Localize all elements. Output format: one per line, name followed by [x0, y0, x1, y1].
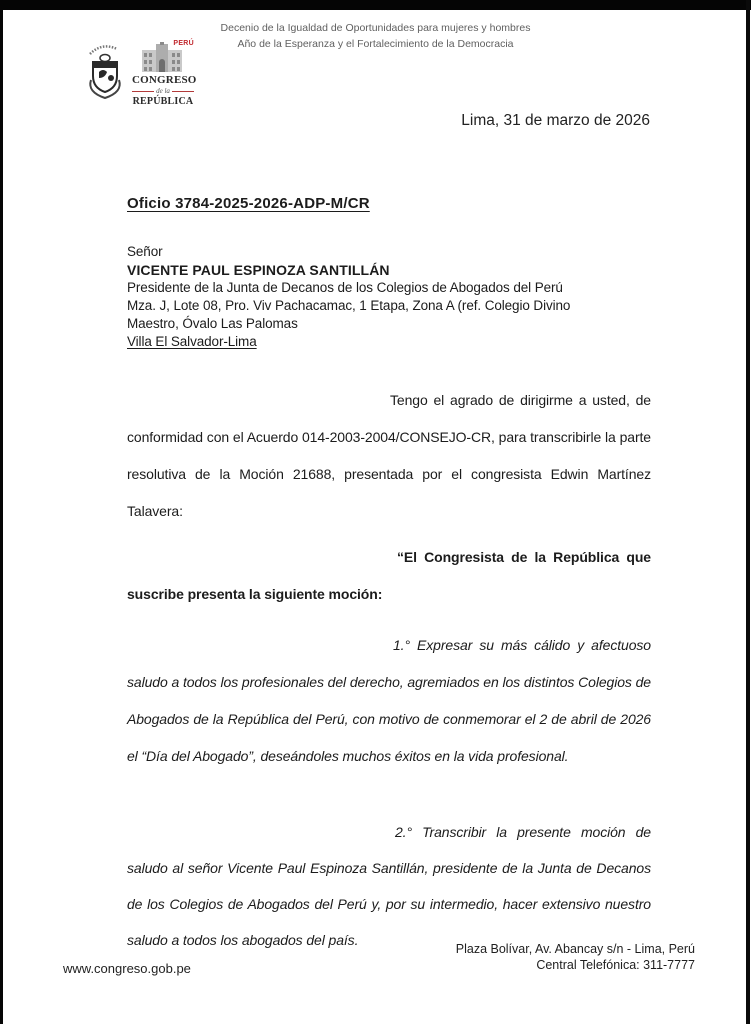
photo-border-top: [0, 0, 751, 10]
photo-border-right: [746, 0, 750, 1024]
footer-phone-line: Central Telefónica: 311-7777: [536, 958, 695, 972]
paragraph-motion-item-1: 1.° Expresar su más cálido y afectuoso saludo a todos los profesionales del derecho, agremiados en los distintos Colegios de Abogados de la República del Perú, con motivo de conmemorar el 2 de abril de 2026 el “Día del Abogado”, deseándoles muchos éxitos en la vida profesional.: [127, 637, 651, 764]
addressee-block: [127, 243, 570, 351]
addressee-title: Presidente de la Junta de Decanos de los Colegios de Abogados del Perú: [127, 280, 563, 295]
oficio-reference-number: Oficio 3784-2025-2026-ADP-M/CR: [127, 195, 370, 212]
addressee-salutation: Señor: [127, 244, 163, 259]
divider-rule-right: [172, 91, 194, 92]
divider-rule-left: [132, 91, 154, 92]
letter-date: Lima, 31 de marzo de 2026: [461, 112, 650, 129]
motto-line-2: Año de la Esperanza y el Fortalecimiento de la Democracia: [237, 38, 514, 50]
addressee-address-line-3: Villa El Salvador-Lima: [127, 334, 257, 349]
addressee-address-line-2: Maestro, Óvalo Las Palomas: [127, 316, 298, 331]
addressee-name: VICENTE PAUL ESPINOZA SANTILLÁN: [127, 262, 390, 278]
paragraph-motion-item-2: 2.° Transcribir la presente moción de saludo al señor Vicente Paul Espinoza Santillán, presidente de la Junta de Decanos de los Colegios de Abogados del Perú y, por su intermedio, hacer extensivo nuestro saludo a todos los abogados del país.: [127, 824, 651, 948]
paragraph-motion-quote: “El Congresista de la República que suscribe presenta la siguiente moción:: [127, 549, 651, 602]
header-motto: [0, 20, 751, 52]
motto-line-1: Decenio de la Igualdad de Oportunidades para mujeres y hombres: [220, 22, 531, 34]
peru-label: PERÚ: [173, 40, 194, 47]
congreso-word: CONGRESO: [132, 74, 197, 86]
de-la-divider: [132, 87, 194, 95]
footer-website: www.congreso.gob.pe: [63, 961, 191, 976]
photo-border-left: [0, 0, 3, 1024]
paragraph-intro: Tengo el agrado de dirigirme a usted, de conformidad con el Acuerdo 014-2003-2004/CONSEJO-CR, para transcribirle la parte resolutiva de la Moción 21688, presentada por el congresista Edwin Martínez Talavera:: [127, 392, 651, 519]
footer-address-line: Plaza Bolívar, Av. Abancay s/n - Lima, Perú: [455, 942, 695, 956]
republica-word: REPÚBLICA: [132, 96, 194, 107]
footer-contact-block: [456, 941, 695, 973]
addressee-address-line-1: Mza. J, Lote 08, Pro. Viv Pachacamac, 1 Etapa, Zona A (ref. Colegio Divino: [127, 298, 571, 313]
de-la-word: de la: [156, 87, 170, 95]
